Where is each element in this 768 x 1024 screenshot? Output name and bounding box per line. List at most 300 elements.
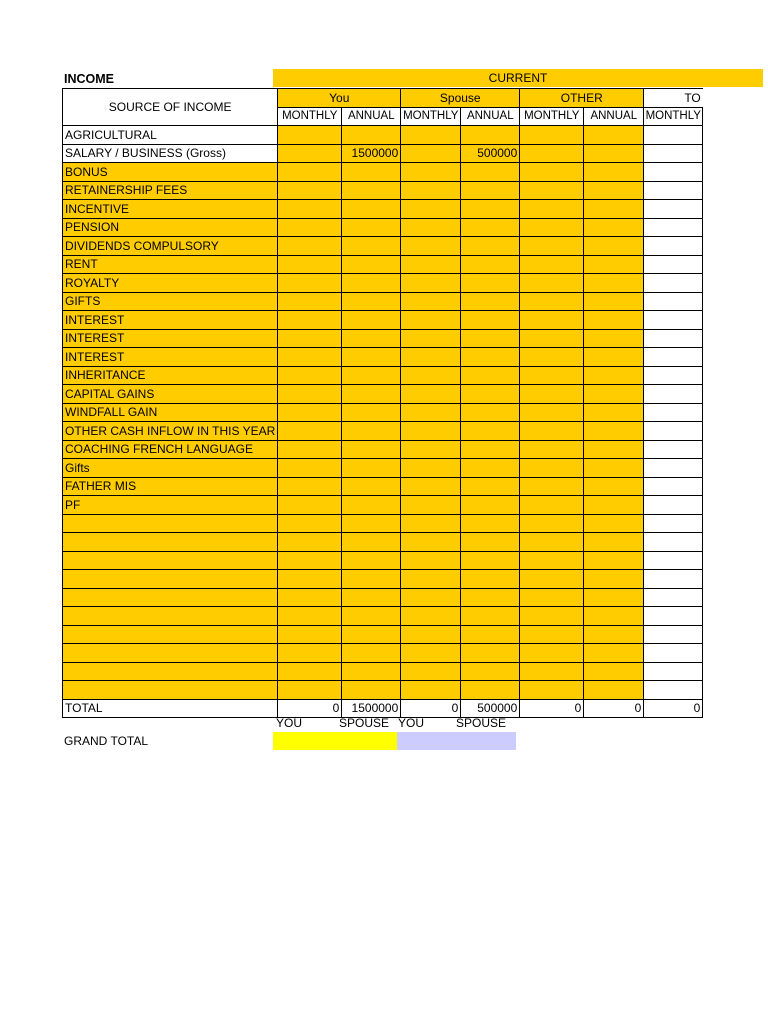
total-row <box>63 699 703 718</box>
income-value-cell[interactable] <box>342 348 401 367</box>
income-value-cell[interactable] <box>520 625 584 644</box>
income-value-cell[interactable] <box>278 311 342 330</box>
income-value-cell[interactable] <box>278 607 342 626</box>
income-source-label[interactable]: BONUS <box>63 163 278 182</box>
income-value-cell[interactable] <box>401 588 461 607</box>
income-value-cell[interactable] <box>461 459 520 478</box>
income-source-label[interactable]: FATHER MIS <box>63 477 278 496</box>
income-value-cell[interactable] <box>401 274 461 293</box>
income-value-cell[interactable] <box>401 403 461 422</box>
income-source-label[interactable]: INTEREST <box>63 311 278 330</box>
income-value-cell[interactable] <box>584 440 644 459</box>
income-row <box>63 607 703 626</box>
income-value-cell[interactable] <box>520 459 584 478</box>
grand-total-label: GRAND TOTAL <box>64 734 149 748</box>
income-value-cell[interactable] <box>401 237 461 256</box>
income-value-cell[interactable] <box>278 625 342 644</box>
income-value-cell[interactable] <box>342 570 401 589</box>
income-value-cell[interactable] <box>461 237 520 256</box>
income-value-cell[interactable] <box>520 570 584 589</box>
income-source-label[interactable] <box>63 570 278 589</box>
income-source-label[interactable] <box>63 662 278 681</box>
income-value-cell[interactable] <box>342 163 401 182</box>
income-row <box>63 422 703 441</box>
income-value-cell[interactable] <box>644 440 703 459</box>
income-value-cell[interactable] <box>520 144 584 163</box>
income-value-cell[interactable] <box>644 514 703 533</box>
income-value-cell[interactable] <box>461 385 520 404</box>
income-value-cell[interactable] <box>342 514 401 533</box>
income-value-cell[interactable] <box>584 588 644 607</box>
income-value-cell[interactable] <box>401 311 461 330</box>
income-value-cell[interactable] <box>278 144 342 163</box>
grand-total-you-cell[interactable] <box>273 732 397 750</box>
income-value-cell[interactable] <box>644 311 703 330</box>
income-value-cell[interactable] <box>401 662 461 681</box>
income-value-cell[interactable] <box>278 570 342 589</box>
income-value-cell[interactable] <box>461 348 520 367</box>
income-value-cell[interactable] <box>644 570 703 589</box>
income-value-cell[interactable] <box>278 348 342 367</box>
income-row <box>63 662 703 681</box>
grand-total-spouse-cell[interactable] <box>397 732 516 750</box>
period-header-4[interactable]: MONTHLY <box>520 107 584 126</box>
income-value-cell[interactable] <box>520 533 584 552</box>
income-value-cell[interactable] <box>584 348 644 367</box>
income-value-cell[interactable] <box>342 126 401 145</box>
income-value-cell[interactable] <box>644 329 703 348</box>
income-value-cell[interactable] <box>461 570 520 589</box>
income-value-cell[interactable] <box>584 237 644 256</box>
income-source-label[interactable]: COACHING FRENCH LANGUAGE <box>63 440 278 459</box>
income-row <box>63 329 703 348</box>
income-value-cell[interactable] <box>644 292 703 311</box>
income-row <box>63 459 703 478</box>
group-header-other[interactable]: OTHER <box>520 89 644 108</box>
income-value-cell[interactable] <box>584 422 644 441</box>
income-value-cell[interactable] <box>644 163 703 182</box>
income-row <box>63 514 703 533</box>
income-value-cell[interactable] <box>461 366 520 385</box>
income-row <box>63 237 703 256</box>
income-value-cell[interactable] <box>401 422 461 441</box>
income-row <box>63 533 703 552</box>
income-value-cell[interactable]: 1500000 <box>342 144 401 163</box>
income-source-label[interactable]: INHERITANCE <box>63 366 278 385</box>
income-value-cell[interactable] <box>401 533 461 552</box>
income-value-cell[interactable] <box>342 644 401 663</box>
income-value-cell[interactable] <box>278 366 342 385</box>
income-value-cell[interactable] <box>644 551 703 570</box>
income-value-cell[interactable] <box>520 440 584 459</box>
income-source-label[interactable]: ROYALTY <box>63 274 278 293</box>
income-value-cell[interactable] <box>461 181 520 200</box>
income-value-cell[interactable] <box>461 644 520 663</box>
income-value-cell[interactable] <box>342 329 401 348</box>
income-value-cell[interactable] <box>584 459 644 478</box>
income-value-cell[interactable] <box>278 274 342 293</box>
income-source-label[interactable]: PF <box>63 496 278 515</box>
income-value-cell[interactable] <box>401 459 461 478</box>
income-value-cell[interactable] <box>584 477 644 496</box>
income-value-cell[interactable] <box>520 551 584 570</box>
income-value-cell[interactable] <box>278 514 342 533</box>
income-value-cell[interactable] <box>520 237 584 256</box>
income-value-cell[interactable] <box>584 662 644 681</box>
income-value-cell[interactable] <box>584 274 644 293</box>
income-value-cell[interactable] <box>644 644 703 663</box>
income-value-cell[interactable] <box>584 181 644 200</box>
income-row <box>63 496 703 515</box>
income-value-cell[interactable] <box>520 311 584 330</box>
income-value-cell[interactable] <box>584 218 644 237</box>
income-value-cell[interactable] <box>520 422 584 441</box>
income-value-cell[interactable] <box>342 237 401 256</box>
income-value-cell[interactable] <box>520 292 584 311</box>
income-value-cell[interactable] <box>584 607 644 626</box>
income-value-cell[interactable] <box>278 200 342 219</box>
income-source-label[interactable]: RETAINERSHIP FEES <box>63 181 278 200</box>
income-value-cell[interactable] <box>401 348 461 367</box>
income-row <box>63 644 703 663</box>
income-source-label[interactable]: INTEREST <box>63 329 278 348</box>
income-value-cell[interactable] <box>584 514 644 533</box>
income-value-cell[interactable] <box>644 681 703 700</box>
income-value-cell[interactable] <box>584 533 644 552</box>
income-value-cell[interactable] <box>644 625 703 644</box>
income-value-cell[interactable] <box>342 181 401 200</box>
income-source-label[interactable] <box>63 607 278 626</box>
group-header-spouse[interactable]: Spouse <box>401 89 520 108</box>
period-header-2[interactable]: MONTHLY <box>401 107 461 126</box>
income-source-label[interactable] <box>63 551 278 570</box>
period-header-6[interactable]: MONTHLY <box>644 107 703 126</box>
income-value-cell[interactable] <box>644 385 703 404</box>
period-header-3[interactable]: ANNUAL <box>461 107 520 126</box>
income-value-cell[interactable] <box>644 181 703 200</box>
income-value-cell[interactable] <box>584 570 644 589</box>
income-value-cell[interactable] <box>584 329 644 348</box>
period-header-5[interactable]: ANNUAL <box>584 107 644 126</box>
income-value-cell[interactable] <box>520 181 584 200</box>
income-source-label[interactable] <box>63 514 278 533</box>
footer-label-you: YOU <box>276 716 303 730</box>
income-value-cell[interactable] <box>401 551 461 570</box>
income-value-cell[interactable] <box>461 292 520 311</box>
income-source-label[interactable]: PENSION <box>63 218 278 237</box>
income-value-cell[interactable] <box>401 329 461 348</box>
income-value-cell[interactable] <box>461 625 520 644</box>
income-source-label[interactable] <box>63 588 278 607</box>
income-source-label[interactable]: AGRICULTURAL <box>63 126 278 145</box>
income-value-cell[interactable] <box>461 311 520 330</box>
income-value-cell[interactable] <box>584 644 644 663</box>
income-value-cell[interactable] <box>584 311 644 330</box>
income-source-label[interactable]: Gifts <box>63 459 278 478</box>
income-source-label[interactable] <box>63 644 278 663</box>
income-value-cell[interactable] <box>461 329 520 348</box>
income-value-cell[interactable] <box>644 348 703 367</box>
income-value-cell[interactable] <box>644 126 703 145</box>
income-source-label[interactable]: OTHER CASH INFLOW IN THIS YEAR <box>63 422 278 441</box>
header-row-groups <box>63 89 703 108</box>
income-value-cell[interactable] <box>401 181 461 200</box>
income-value-cell[interactable] <box>461 403 520 422</box>
income-value-cell[interactable] <box>461 422 520 441</box>
income-value-cell[interactable] <box>520 366 584 385</box>
income-value-cell[interactable] <box>520 200 584 219</box>
income-value-cell[interactable] <box>644 274 703 293</box>
income-value-cell[interactable] <box>520 496 584 515</box>
income-value-cell[interactable]: 500000 <box>461 144 520 163</box>
income-value-cell[interactable] <box>520 403 584 422</box>
income-value-cell[interactable] <box>520 274 584 293</box>
income-row <box>63 366 703 385</box>
income-value-cell[interactable] <box>520 644 584 663</box>
income-value-cell[interactable] <box>520 681 584 700</box>
income-value-cell[interactable] <box>401 292 461 311</box>
income-value-cell[interactable] <box>520 385 584 404</box>
income-value-cell[interactable] <box>461 218 520 237</box>
income-value-cell[interactable] <box>278 181 342 200</box>
income-value-cell[interactable] <box>520 588 584 607</box>
income-source-label[interactable]: SALARY / BUSINESS (Gross) <box>63 144 278 163</box>
income-value-cell[interactable] <box>401 625 461 644</box>
income-value-cell[interactable] <box>520 348 584 367</box>
income-source-label[interactable]: INCENTIVE <box>63 200 278 219</box>
income-value-cell[interactable] <box>584 255 644 274</box>
income-value-cell[interactable] <box>520 329 584 348</box>
income-source-label[interactable]: RENT <box>63 255 278 274</box>
total-label: TOTAL <box>63 699 278 718</box>
income-source-label[interactable] <box>63 533 278 552</box>
income-value-cell[interactable] <box>584 681 644 700</box>
income-value-cell[interactable] <box>644 403 703 422</box>
income-value-cell[interactable] <box>644 366 703 385</box>
income-value-cell[interactable] <box>401 496 461 515</box>
income-row <box>63 163 703 182</box>
income-value-cell[interactable] <box>401 218 461 237</box>
income-row <box>63 348 703 367</box>
income-value-cell[interactable] <box>461 200 520 219</box>
income-value-cell[interactable] <box>401 440 461 459</box>
income-value-cell[interactable] <box>342 385 401 404</box>
income-value-cell[interactable] <box>461 588 520 607</box>
income-row <box>63 274 703 293</box>
income-value-cell[interactable] <box>401 570 461 589</box>
income-value-cell[interactable] <box>461 551 520 570</box>
income-row <box>63 440 703 459</box>
income-value-cell[interactable] <box>342 625 401 644</box>
income-value-cell[interactable] <box>342 496 401 515</box>
income-value-cell[interactable] <box>401 163 461 182</box>
income-value-cell[interactable] <box>401 644 461 663</box>
source-of-income-header[interactable]: SOURCE OF INCOME <box>63 89 278 126</box>
income-value-cell[interactable] <box>461 533 520 552</box>
income-value-cell[interactable] <box>342 255 401 274</box>
total-value-cell[interactable]: 0 <box>278 699 342 718</box>
income-value-cell[interactable] <box>278 237 342 256</box>
income-value-cell[interactable] <box>461 126 520 145</box>
income-value-cell[interactable] <box>584 144 644 163</box>
income-source-label[interactable]: CAPITAL GAINS <box>63 385 278 404</box>
income-value-cell[interactable] <box>278 496 342 515</box>
income-value-cell[interactable] <box>278 218 342 237</box>
income-value-cell[interactable] <box>461 440 520 459</box>
income-value-cell[interactable] <box>278 403 342 422</box>
income-value-cell[interactable] <box>520 662 584 681</box>
income-value-cell[interactable] <box>644 662 703 681</box>
income-source-label[interactable]: DIVIDENDS COMPULSORY <box>63 237 278 256</box>
total-value-cell[interactable]: 0 <box>584 699 644 718</box>
income-value-cell[interactable] <box>278 422 342 441</box>
income-value-cell[interactable] <box>342 681 401 700</box>
income-row <box>63 588 703 607</box>
income-value-cell[interactable] <box>278 329 342 348</box>
income-value-cell[interactable] <box>342 218 401 237</box>
income-value-cell[interactable] <box>644 237 703 256</box>
income-value-cell[interactable] <box>461 163 520 182</box>
income-value-cell[interactable] <box>278 477 342 496</box>
income-row <box>63 681 703 700</box>
income-value-cell[interactable] <box>278 681 342 700</box>
income-row <box>63 144 703 163</box>
income-value-cell[interactable] <box>644 218 703 237</box>
income-value-cell[interactable] <box>584 163 644 182</box>
income-value-cell[interactable] <box>644 607 703 626</box>
income-value-cell[interactable] <box>584 403 644 422</box>
income-value-cell[interactable] <box>644 255 703 274</box>
income-value-cell[interactable] <box>644 422 703 441</box>
period-header-0[interactable]: MONTHLY <box>278 107 342 126</box>
income-value-cell[interactable] <box>278 459 342 478</box>
income-value-cell[interactable] <box>520 126 584 145</box>
income-source-label[interactable]: INTEREST <box>63 348 278 367</box>
income-value-cell[interactable] <box>401 200 461 219</box>
group-header-you[interactable]: You <box>278 89 401 108</box>
income-source-label[interactable]: GIFTS <box>63 292 278 311</box>
income-value-cell[interactable] <box>461 662 520 681</box>
income-source-label[interactable] <box>63 681 278 700</box>
income-value-cell[interactable] <box>584 385 644 404</box>
income-value-cell[interactable] <box>644 533 703 552</box>
income-value-cell[interactable] <box>461 477 520 496</box>
income-value-cell[interactable] <box>342 588 401 607</box>
income-value-cell[interactable] <box>278 440 342 459</box>
income-value-cell[interactable] <box>461 255 520 274</box>
income-value-cell[interactable] <box>278 551 342 570</box>
income-value-cell[interactable] <box>520 477 584 496</box>
total-value-cell[interactable]: 0 <box>401 699 461 718</box>
income-value-cell[interactable] <box>401 126 461 145</box>
income-source-label[interactable]: WINDFALL GAIN <box>63 403 278 422</box>
income-row <box>63 625 703 644</box>
income-value-cell[interactable] <box>278 533 342 552</box>
income-value-cell[interactable] <box>584 292 644 311</box>
income-value-cell[interactable] <box>644 496 703 515</box>
income-value-cell[interactable] <box>644 459 703 478</box>
income-value-cell[interactable] <box>401 681 461 700</box>
income-value-cell[interactable] <box>278 163 342 182</box>
income-value-cell[interactable] <box>644 200 703 219</box>
income-value-cell[interactable] <box>278 662 342 681</box>
income-value-cell[interactable] <box>401 514 461 533</box>
group-header-total[interactable]: TO <box>644 89 703 108</box>
income-value-cell[interactable] <box>520 607 584 626</box>
income-row <box>63 385 703 404</box>
income-value-cell[interactable] <box>584 625 644 644</box>
income-value-cell[interactable] <box>342 551 401 570</box>
income-value-cell[interactable] <box>644 477 703 496</box>
income-value-cell[interactable] <box>342 366 401 385</box>
income-value-cell[interactable] <box>342 292 401 311</box>
total-value-cell[interactable]: 500000 <box>461 699 520 718</box>
income-value-cell[interactable] <box>278 126 342 145</box>
income-value-cell[interactable] <box>342 477 401 496</box>
income-value-cell[interactable] <box>342 440 401 459</box>
income-value-cell[interactable] <box>342 403 401 422</box>
income-row <box>63 126 703 145</box>
income-value-cell[interactable] <box>342 311 401 330</box>
income-value-cell[interactable] <box>401 607 461 626</box>
income-value-cell[interactable] <box>644 588 703 607</box>
total-value-cell[interactable]: 1500000 <box>342 699 401 718</box>
income-row <box>63 200 703 219</box>
income-value-cell[interactable] <box>520 218 584 237</box>
income-value-cell[interactable] <box>461 607 520 626</box>
current-header-band[interactable] <box>273 69 763 87</box>
total-value-cell[interactable]: 0 <box>520 699 584 718</box>
income-value-cell[interactable] <box>461 496 520 515</box>
income-row <box>63 181 703 200</box>
income-value-cell[interactable] <box>278 385 342 404</box>
income-value-cell[interactable] <box>584 200 644 219</box>
total-value-cell[interactable]: 0 <box>644 699 703 718</box>
income-value-cell[interactable] <box>584 126 644 145</box>
income-value-cell[interactable] <box>401 144 461 163</box>
income-value-cell[interactable] <box>278 588 342 607</box>
income-value-cell[interactable] <box>461 681 520 700</box>
income-value-cell[interactable] <box>584 496 644 515</box>
income-source-label[interactable] <box>63 625 278 644</box>
income-value-cell[interactable] <box>401 366 461 385</box>
income-value-cell[interactable] <box>342 459 401 478</box>
income-row <box>63 218 703 237</box>
income-value-cell[interactable] <box>520 163 584 182</box>
income-value-cell[interactable] <box>342 200 401 219</box>
income-row <box>63 551 703 570</box>
income-value-cell[interactable] <box>584 551 644 570</box>
income-value-cell[interactable] <box>520 514 584 533</box>
income-value-cell[interactable] <box>342 607 401 626</box>
income-value-cell[interactable] <box>342 662 401 681</box>
income-value-cell[interactable] <box>401 255 461 274</box>
income-value-cell[interactable] <box>278 292 342 311</box>
period-header-1[interactable]: ANNUAL <box>342 107 401 126</box>
income-value-cell[interactable] <box>644 144 703 163</box>
income-value-cell[interactable] <box>342 274 401 293</box>
income-value-cell[interactable] <box>584 366 644 385</box>
income-value-cell[interactable] <box>461 274 520 293</box>
income-value-cell[interactable] <box>278 255 342 274</box>
income-value-cell[interactable] <box>520 255 584 274</box>
income-value-cell[interactable] <box>278 644 342 663</box>
income-value-cell[interactable] <box>342 533 401 552</box>
income-value-cell[interactable] <box>401 477 461 496</box>
income-value-cell[interactable] <box>401 385 461 404</box>
income-value-cell[interactable] <box>461 514 520 533</box>
income-value-cell[interactable] <box>342 422 401 441</box>
